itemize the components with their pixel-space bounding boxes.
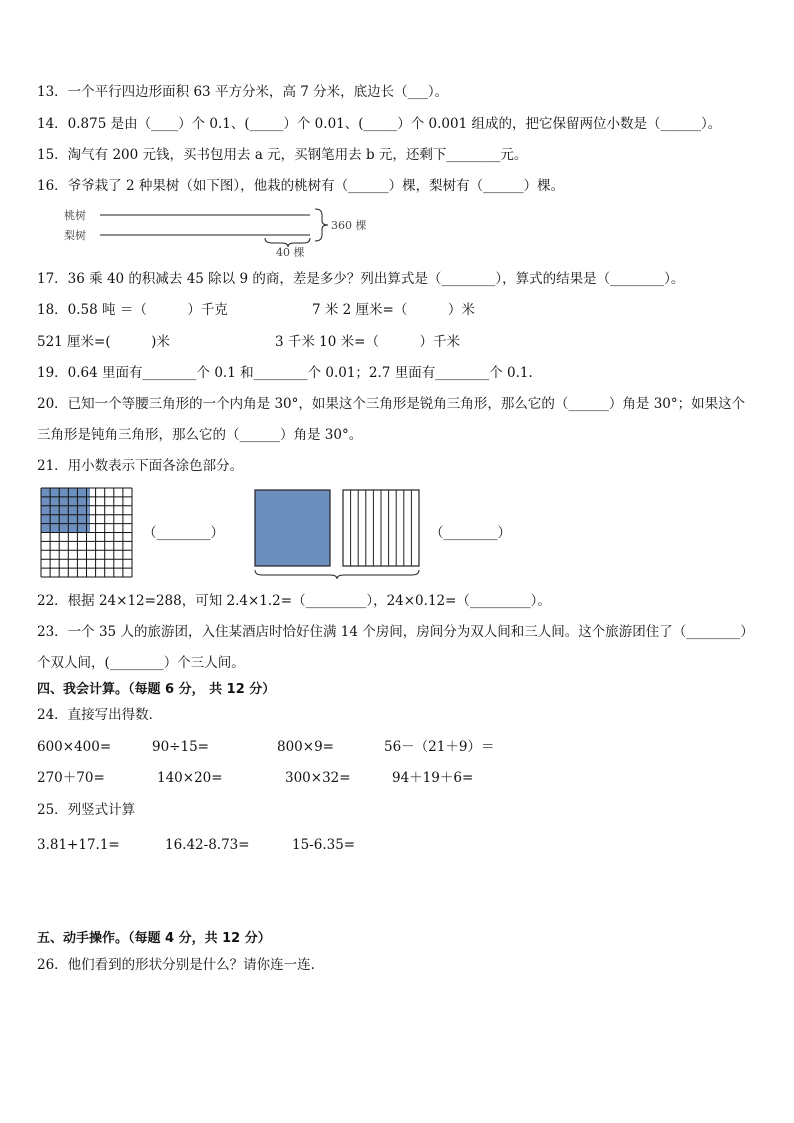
pear-label: 梨树 — [64, 229, 86, 242]
question-15: 15．淘气有 200 元钱，买书包用去 a 元，买钢笔用去 b 元，还剩下________元。 — [37, 147, 528, 163]
question-18b: 7 米 2 厘米=（ ）米 — [312, 302, 475, 318]
calc-r2-c1: 270＋70= — [37, 770, 105, 786]
question-19: 19．0.64 里面有________个 0.1 和________个 0.01；2.7 里面有________个 0.1. — [37, 365, 533, 381]
question-23-line1: 23．一个 35 人的旅游团，入住某酒店时恰好住满 14 个房间，房间分为双人间和三人间。这个旅游团住了（________） — [37, 624, 754, 640]
hundred-grid — [40, 487, 133, 578]
question-13: 13．一个平行四边形面积 63 平方分米，高 7 分米，底边长（___）。 — [37, 84, 449, 100]
question-20-line2: 三角形是钝角三角形，那么它的（______）角是 30°。 — [37, 427, 363, 443]
question-18d: 3 千米 10 米=（ ）千米 — [275, 334, 460, 350]
question-14: 14．0.875 是由（____）个 0.1、(_____）个 0.01、(_____）个 0.001 组成的，把它保留两位小数是（______）。 — [37, 116, 722, 132]
question-23-line2: 个双人间，(________）个三人间。 — [37, 655, 245, 671]
calc-r1-c3: 800×9= — [277, 739, 334, 755]
question-25: 25．列竖式计算 — [37, 802, 136, 818]
peach-label: 桃树 — [64, 209, 86, 222]
calc-r1-c2: 90÷15= — [152, 739, 209, 755]
question-17: 17．36 乘 40 的积减去 45 除以 9 的商，差是多少？列出算式是（________），算式的结果是（________）。 — [37, 271, 685, 287]
tree-diagram — [60, 205, 370, 257]
answer-blank-1: （________） — [143, 525, 224, 541]
question-21: 21．用小数表示下面各涂色部分。 — [37, 458, 244, 474]
question-22: 22．根据 24×12=288，可知 2.4×1.2=（_________），24×0.12=（_________）。 — [37, 593, 551, 609]
section-5-heading: 五、动手操作。（每题 4 分，共 12 分） — [37, 931, 271, 946]
question-18c: 521 厘米=( )米 — [37, 334, 170, 350]
question-20-line1: 20．已知一个等腰三角形的一个内角是 30°，如果这个三角形是锐角三角形，那么它的（______）角是 30°；如果这个 — [37, 396, 746, 412]
question-16: 16．爷爷栽了 2 种果树（如下图），他栽的桃树有（______）棵，梨树有（______）棵。 — [37, 178, 565, 194]
calc-r2-c3: 300×32= — [285, 770, 351, 786]
total-label: 360 棵 — [331, 219, 367, 232]
calc-r2-c2: 140×20= — [157, 770, 223, 786]
question-26: 26．他们看到的形状分别是什么？请你连一连. — [37, 957, 315, 973]
diff-label: 40 棵 — [276, 246, 305, 257]
calc-r2-c4: 94＋19＋6= — [392, 770, 474, 786]
calc-r3-c2: 16.42-8.73= — [165, 837, 250, 853]
section-4-heading: 四、我会计算。（每题 6 分， 共 12 分） — [37, 682, 276, 697]
answer-blank-2: （________） — [430, 525, 511, 541]
calc-r1-c4: 56－（21＋9）＝ — [384, 739, 495, 755]
calc-r1-c1: 600×400= — [37, 739, 112, 755]
calc-r3-c3: 15-6.35= — [292, 837, 356, 853]
question-24: 24．直接写出得数． — [37, 707, 163, 723]
question-18a: 18．0.58 吨 ＝（ ）千克 — [37, 302, 228, 318]
decimal-squares — [252, 488, 424, 580]
calc-r3-c1: 3.81+17.1= — [37, 837, 120, 853]
